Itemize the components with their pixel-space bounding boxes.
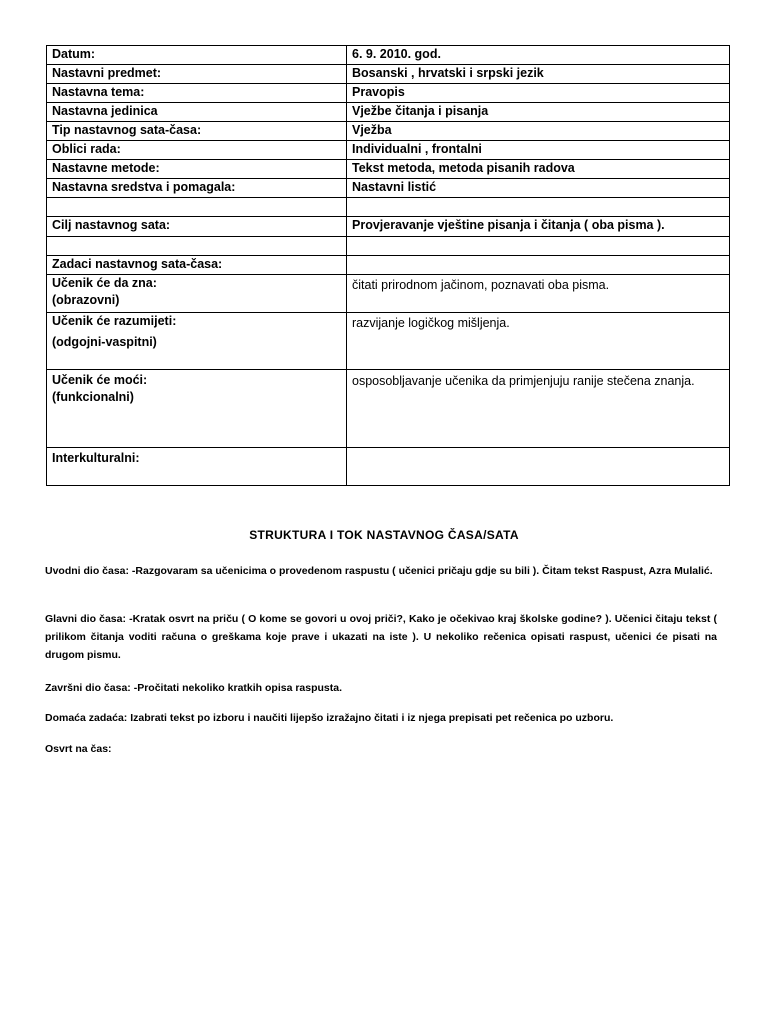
row-label: Cilj nastavnog sata: xyxy=(47,217,347,237)
row-label: Oblici rada: xyxy=(47,141,347,160)
task-row xyxy=(47,275,730,313)
row-value: Tekst metoda, metoda pisanih radova xyxy=(347,160,730,179)
empty-cell xyxy=(47,237,347,256)
row-value: Pravopis xyxy=(347,84,730,103)
task-row xyxy=(47,448,730,486)
table-row xyxy=(47,65,730,84)
task-value xyxy=(347,448,730,486)
task-label-cell xyxy=(47,448,347,486)
row-label: Datum: xyxy=(47,46,347,65)
task-value: razvijanje logičkog mišljenja. xyxy=(347,313,730,370)
lesson-info-table xyxy=(46,45,730,486)
task-label: Interkulturalni: xyxy=(52,451,140,465)
row-value: Nastavni listić xyxy=(347,179,730,198)
review-paragraph: Osvrt na čas: xyxy=(45,743,112,755)
main-paragraph: Glavni dio časa: -Kratak osvrt na priču ( O kome se govori u ovoj priči?, Kako je očekivao kraj školske godine? ). Učenici čitaju tekst ( prilikom čitanja voditi računa o greškama koje prave i ukazati na iste ). U nekoliko rečenica opisati raspust, učenici će pisati na drugom pismu. xyxy=(45,613,717,661)
table-row xyxy=(47,84,730,103)
empty-row xyxy=(47,237,730,256)
final-paragraph: Završni dio časa: -Pročitati nekoliko kratkih opisa raspusta. xyxy=(45,682,343,694)
empty-cell xyxy=(347,198,730,217)
task-label: Učenik će razumijeti: xyxy=(52,314,177,328)
row-label: Tip nastavnog sata-časa: xyxy=(47,122,347,141)
table-row xyxy=(47,122,730,141)
task-sublabel: (funkcionalni) xyxy=(52,390,134,404)
table-row xyxy=(47,103,730,122)
task-sublabel: (odgojni-vaspitni) xyxy=(52,335,157,349)
task-sublabel: (obrazovni) xyxy=(52,293,120,307)
row-label: Nastavne metode: xyxy=(47,160,347,179)
row-value: Bosanski , hrvatski i srpski jezik xyxy=(347,65,730,84)
row-value: Individualni , frontalni xyxy=(347,141,730,160)
section-heading: STRUKTURA I TOK NASTAVNOG ČASA/SATA xyxy=(249,528,519,542)
table-row xyxy=(47,217,730,237)
task-label: Učenik će moći: xyxy=(52,373,148,387)
task-value: osposobljavanje učenika da primjenjuju ranije stečena znanja. xyxy=(347,370,730,448)
row-label: Nastavna tema: xyxy=(47,84,347,103)
row-label: Nastavna sredstva i pomagala: xyxy=(47,179,347,198)
intro-paragraph: Uvodni dio časa: -Razgovaram sa učenicima o provedenom raspustu ( učenici pričaju gdje su bili ). Čitam tekst Raspust, Azra Mulalić. xyxy=(45,565,713,577)
row-label: Nastavni predmet: xyxy=(47,65,347,84)
row-value: Vježba xyxy=(347,122,730,141)
table-row xyxy=(47,256,730,275)
table-row xyxy=(47,179,730,198)
empty-cell xyxy=(47,198,347,217)
row-label: Zadaci nastavnog sata-časa: xyxy=(47,256,347,275)
task-row xyxy=(47,370,730,448)
homework-paragraph: Domaća zadaća: Izabrati tekst po izboru i naučiti lijepšo izražajno čitati i iz njega prepisati pet rečenica po uzboru. xyxy=(45,712,614,724)
table-row xyxy=(47,160,730,179)
table-row xyxy=(47,141,730,160)
task-row xyxy=(47,313,730,370)
row-value: 6. 9. 2010. god. xyxy=(347,46,730,65)
task-label-cell xyxy=(47,275,347,313)
row-value: Provjeravanje vještine pisanja i čitanja ( oba pisma ). xyxy=(347,217,730,237)
empty-row xyxy=(47,198,730,217)
row-value xyxy=(347,256,730,275)
task-value: čitati prirodnom jačinom, poznavati oba pisma. xyxy=(347,275,730,313)
task-label-cell xyxy=(47,313,347,370)
row-value: Vježbe čitanja i pisanja xyxy=(347,103,730,122)
empty-cell xyxy=(347,237,730,256)
row-label: Nastavna jedinica xyxy=(47,103,347,122)
task-label-cell xyxy=(47,370,347,448)
table-row xyxy=(47,46,730,65)
task-label: Učenik će da zna: xyxy=(52,276,157,290)
